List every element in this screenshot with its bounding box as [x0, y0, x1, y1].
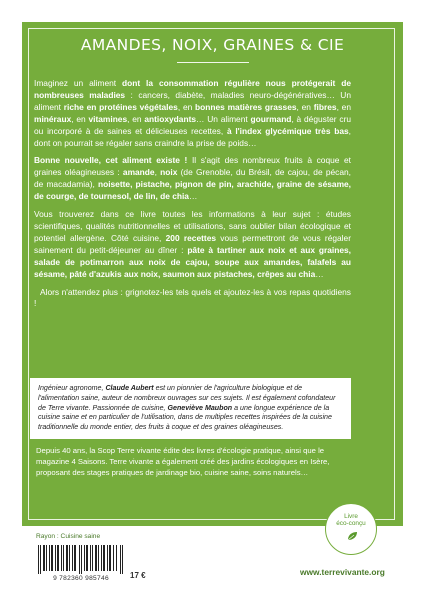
text-bold: amande — [122, 167, 155, 178]
author-bio — [30, 378, 351, 439]
text-bold: Bonne nouvelle, cet aliment existe ! — [34, 155, 188, 166]
text-bold: gourmand — [250, 113, 292, 124]
intro-paragraph — [34, 78, 351, 149]
publisher-blurb: Depuis 40 ans, la Scop Terre vivante édite des livres d'écologie pratique, ainsi que le magazine 4 Saisons. Terre vivante a également créé des jardins écologiques en Isère, proposant des stages pratiques de jardinage bio, cuisine saine, soins naturels… — [36, 446, 330, 477]
text-bold: fibres — [313, 101, 337, 112]
text-bold: noisette, pistache, pignon de pin, arachide, graine de sésame, de courge, de tournesol, de lin, de chia — [34, 179, 351, 202]
text: vous permettront de vous régaler sainement du petit-déjeuner au dîner : — [34, 232, 351, 255]
text-bold: antioxydants — [144, 113, 197, 124]
text: , en — [71, 113, 89, 124]
text: … — [188, 191, 198, 202]
text: , en — [177, 101, 196, 112]
badge-line-1: Livre — [344, 513, 358, 520]
author-name: Claude Aubert — [105, 384, 154, 392]
book-title: AMANDES, NOIX, GRAINES & CIE — [80, 36, 345, 54]
nuts-paragraph — [34, 155, 351, 203]
text: (de Grenoble, du Brésil, de cajou, de pécan, de macadamia), — [34, 167, 352, 190]
text: , — [154, 167, 161, 178]
text-bold: bonnes matières grasses — [195, 101, 297, 112]
description — [34, 78, 351, 316]
text-bold: minéraux — [34, 113, 72, 124]
text-bold: à l'index glycémique très bas — [226, 125, 349, 136]
isbn-number: 9 782360 985746 — [53, 575, 109, 582]
text: Il s'agit des nombreux fruits à coque et graines oléagineuses : — [34, 155, 352, 178]
text-bold: vitamines — [88, 113, 128, 124]
text: … Un aliment — [196, 113, 251, 124]
shelf-category: Rayon : Cuisine saine — [36, 533, 101, 540]
text: Vous trouverez dans ce livre toutes les informations à leur sujet : études scientifiques, qualités nutritionnelles et utilisations, sans oublier bilan écologique et potentiel allergène. Côté cuisine, — [34, 209, 351, 243]
recipes-paragraph — [34, 209, 351, 280]
text: … — [315, 268, 324, 279]
text: Imaginez un aliment — [34, 78, 123, 88]
text: , en — [336, 101, 351, 112]
text-bold: pâte à tartiner aux noix et aux graines, salade de potimarron aux noix de cajou, soupe aux amandes, falafels au sésame, pâté d'azukis aux noix, saumon aux pistaches, crêpes au chia — [34, 244, 351, 279]
eco-label-badge — [325, 503, 377, 555]
closing-paragraph: Alors n'attendez plus : grignotez-les tels quels et ajoutez-les à vos repas quotidiens ! — [34, 286, 351, 309]
website-url[interactable]: www.terrevivante.org — [300, 567, 385, 577]
text-bold: riche en protéines végétales — [63, 101, 178, 112]
text: , dont on pourrait se régaler sans craindre la prise de poids… — [34, 125, 351, 148]
title-underline — [177, 62, 249, 63]
text: est un pionnier de l'agriculture biologique et de l'alimentation saine, auteur de nombreux ouvrages sur ces sujets. Il est également cofondateur de Terre vivante. Passionnée de cuisine, — [38, 384, 336, 412]
badge-line-2: éco-conçu — [336, 520, 366, 528]
author-name: Geneviève Maubon — [167, 403, 233, 412]
barcode-icon — [36, 545, 126, 574]
text: , à déguster cru ou incorporé à de saines et délicieuses recettes, — [34, 113, 352, 136]
text: , en — [296, 101, 314, 112]
text: Ingénieur agronome, — [38, 384, 106, 392]
text: , en — [127, 113, 145, 124]
text: : cancers, diabète, maladies neuro-dégénératives… Un aliment — [34, 89, 351, 112]
text-bold: noix — [160, 167, 178, 178]
text: a une longue expérience de la cuisine saine et en particulier de l'utilisation, dans de multiples recettes inspirées de la cuisine traditionnelle du monde entier, des fruits à coque et des graines oléagineuses. — [38, 403, 332, 432]
leaf-icon — [326, 530, 378, 542]
text-bold: dont la consommation régulière nous protégerait de nombreuses maladies — [34, 78, 352, 100]
text-bold: 200 recettes — [165, 232, 217, 243]
price: 17 € — [130, 571, 146, 580]
